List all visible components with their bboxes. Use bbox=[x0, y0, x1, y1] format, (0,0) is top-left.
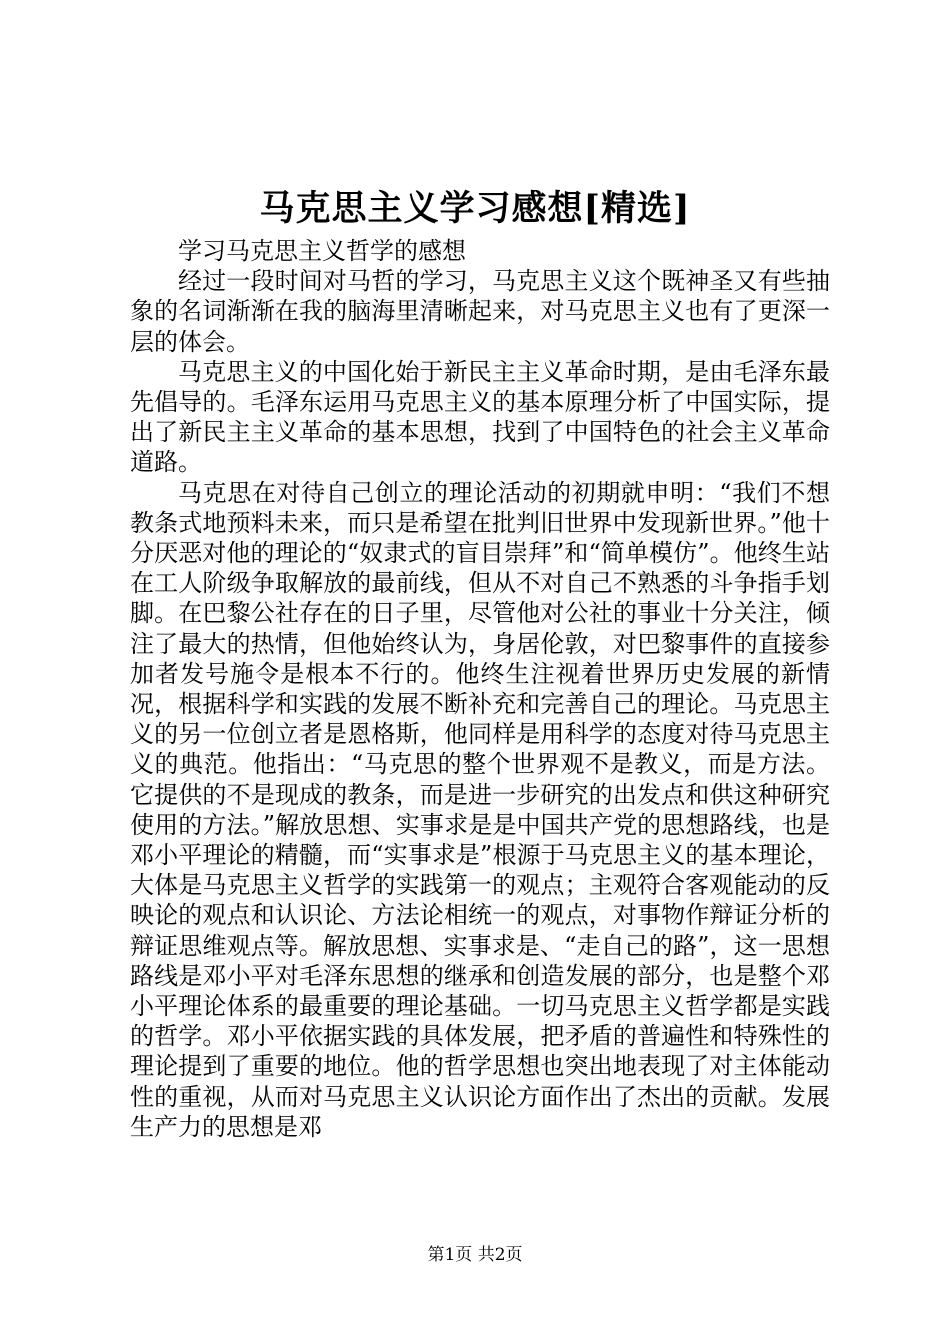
document-body bbox=[130, 236, 830, 1142]
paragraph-subtitle: 学习马克思主义哲学的感想 bbox=[178, 237, 466, 265]
paragraph: 马克思主义的中国化始于新民主主义革命时期，是由毛泽东最先倡导的。毛泽东运用马克思主义的基本原理分析了中国实际，提出了新民主主义革命的基本思想，找到了中国特色的社会主义革命道路。 bbox=[130, 357, 830, 477]
paragraph: 经过一段时间对马哲的学习，马克思主义这个既神圣又有些抽象的名词渐渐在我的脑海里清晰起来，对马克思主义也有了更深一层的体会。 bbox=[130, 267, 830, 356]
document-title: 马克思主义学习感想[精选] bbox=[259, 188, 691, 229]
paragraph: 马克思在对待自己创立的理论活动的初期就申明：“我们不想教条式地预料未来，而只是希望在批判旧世界中发现新世界。”他十分厌恶对他的理论的“奴隶式的盲目崇拜”和“简单模仿”。他终生站在工人阶级争取解放的最前线，但从不对自己不熟悉的斗争指手划脚。在巴黎公社存在的日子里，尽管他对公社的事业十分关注，倾注了最大的热情，但他始终认为，身居伦敦，对巴黎事件的直接参加者发号施令是根本不行的。他终生注视着世界历史发展的新情况，根据科学和实践的发展不断补充和完善自己的理论。马克思主义的另一位创立者是恩格斯，他同样是用科学的态度对待马克思主义的典范。他指出：“马克思的整个世界观不是教义，而是方法。它提供的不是现成的教条，而是进一步研究的出发点和供这种研究使用的方法。”解放思想、实事求是是中国共产党的思想路线，也是邓小平理论的精髓，而“实事求是”根源于马克思主义的基本理论，大体是马克思主义哲学的实践第一的观点；主观符合客观能动的反映论的观点和认识论、方法论相统一的观点，对事物作辩证分析的辩证思维观点等。解放思想、实事求是、“走自己的路”，这一思想路线是邓小平对毛泽东思想的继承和创造发展的部分，也是整个邓小平理论体系的最重要的理论基础。一切马克思主义哲学都是实践的哲学。邓小平依据实践的具体发展，把矛盾的普遍性和特殊性的理论提到了重要的地位。他的哲学思想也突出地表现了对主体能动性的重视，从而对马克思主义认识论方面作出了杰出的贡献。发展生产力的思想是邓 bbox=[130, 478, 830, 1141]
page-number-footer: 第1页 共2页 bbox=[427, 1245, 523, 1265]
